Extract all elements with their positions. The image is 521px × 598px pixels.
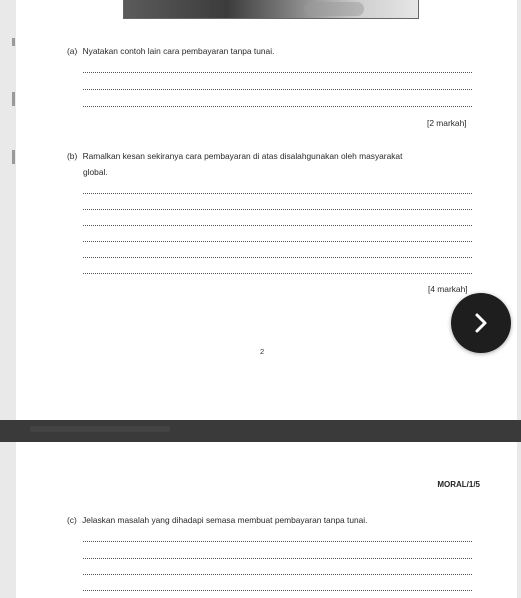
margin-mark: [12, 150, 15, 164]
answer-line: [83, 541, 472, 542]
question-c-text: Jelaskan masalah yang dihadapi semasa membuat pembayaran tanpa tunai.: [82, 515, 368, 525]
margin-mark: [12, 38, 15, 46]
answer-line: [83, 193, 472, 194]
margin-mark: [12, 92, 15, 106]
answer-line: [83, 590, 472, 591]
answer-line: [83, 241, 472, 242]
paper-code: MORAL/1/5: [437, 480, 480, 489]
question-a-text: Nyatakan contoh lain cara pembayaran tanpa tunai.: [82, 46, 275, 56]
answer-line: [83, 225, 472, 226]
answer-line: [83, 257, 472, 258]
chevron-right-icon: [469, 311, 493, 335]
question-b: [67, 151, 402, 161]
answer-line: [83, 273, 472, 274]
question-a-label: (a): [67, 46, 78, 56]
question-b-text: Ramalkan kesan sekiranya cara pembayaran di atas disalahgunakan oleh masyarakat: [82, 151, 403, 161]
answer-line: [83, 72, 472, 73]
answer-line: [83, 574, 472, 575]
answer-line: [83, 558, 472, 559]
answer-line: [83, 209, 472, 210]
answer-line: [83, 89, 472, 90]
viewer-left-margin: [0, 0, 16, 598]
page-number: 2: [260, 347, 265, 356]
answer-line: [83, 106, 472, 107]
page-separator: [0, 420, 521, 442]
question-a: [67, 46, 274, 56]
next-page-button[interactable]: [451, 293, 511, 353]
question-b-marks: [4 markah]: [428, 284, 468, 294]
viewer-right-margin: [517, 0, 521, 598]
question-b-text-cont: global.: [83, 167, 108, 177]
question-c: [67, 515, 368, 525]
question-image: [123, 0, 419, 19]
question-c-label: (c): [67, 515, 77, 525]
question-a-marks: [2 markah]: [427, 118, 467, 128]
question-b-label: (b): [67, 151, 78, 161]
